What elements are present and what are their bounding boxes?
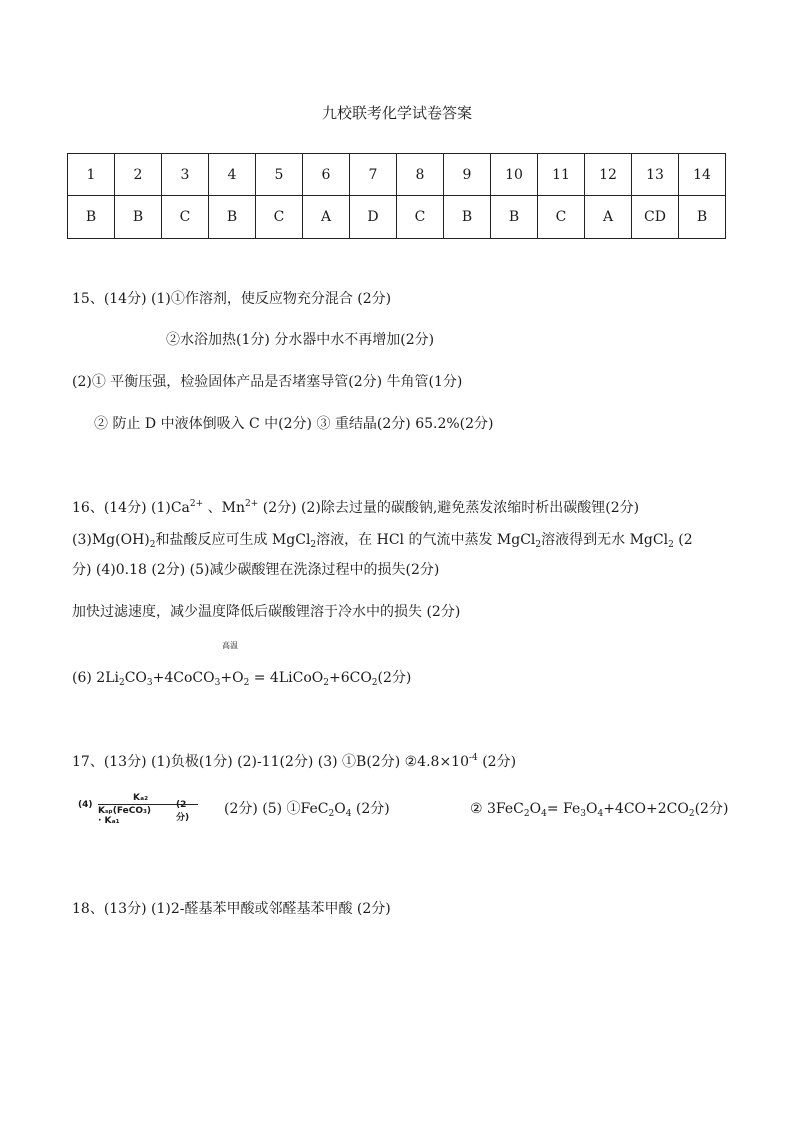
question-number-cell: 12 [585, 154, 632, 196]
question-number-cell: 5 [256, 154, 303, 196]
page-title: 九校联考化学试卷答案 [321, 104, 472, 122]
answer-cell: A [303, 196, 350, 239]
question-number-cell: 7 [350, 154, 397, 196]
answer-cell: C [162, 196, 209, 239]
question-number-cell: 11 [538, 154, 585, 196]
fraction-denominator: Kₛₚ(FeCO₃) · Kₐ₁ [98, 806, 152, 826]
answer-cell: D [350, 196, 397, 239]
q18-line-1: 18、(13分) (1)2-醛基苯甲酸或邻醛基苯甲酸 (2分) [72, 901, 391, 917]
answer-cell: CD [632, 196, 679, 239]
answer-cell: B [444, 196, 491, 239]
question-number-cell: 8 [397, 154, 444, 196]
fraction-score: (2分) [176, 800, 190, 823]
q15-line-3: (2)① 平衡压强，检验固体产品是否堵塞导管(2分) 牛角管(1分) [72, 374, 463, 390]
answer-cell: B [491, 196, 538, 239]
answer-table-header-row [68, 154, 726, 196]
question-number-cell: 14 [679, 154, 726, 196]
question-number-cell: 6 [303, 154, 350, 196]
q15-line-1: 15、(14分) (1)①作溶剂，使反应物充分混合 (2分) [72, 291, 392, 307]
q16-line-2: $(3)Mg(OH)_2$和盐酸反应可生成 MgCl$_2$溶液，在 HCl 的气流中蒸发 MgCl$_2$溶液得到无水 MgCl$_2$ (2 [72, 532, 693, 550]
answer-cell: B [209, 196, 256, 239]
q16-line-4: 加快过滤速度，减少温度降低后碳酸锂溶于冷水中的损失 (2分) [72, 604, 461, 620]
answer-cell: C [397, 196, 444, 239]
q16-line-3: 分) (4)0.18 (2分) (5)减少碳酸锂在洗涤过程中的损失(2分) [72, 562, 440, 578]
q17-line-2: (2分) (5) $①FeC_2O_4$ (2分) [224, 801, 390, 819]
question-number-cell: 3 [162, 154, 209, 196]
q15-line-2: ②水浴加热(1分) 分水器中水不再增加(2分) [166, 332, 435, 348]
answer-cell: C [256, 196, 303, 239]
question-number-cell: 1 [68, 154, 115, 196]
question-number-cell: 4 [209, 154, 256, 196]
q15-line-4: ② 防止 D 中液体倒吸入 C 中(2分) ③ 重结晶(2分) 65.2%(2分) [94, 416, 494, 432]
answer-table-answer-row [68, 196, 726, 239]
q16-line-5: (6) $2Li_2CO_3+4CoCO_3+O_2$ = $4LiCoO_2+6CO_2(2$分) [72, 670, 412, 688]
question-number-cell: 10 [491, 154, 538, 196]
reaction-condition-label: 高温 [222, 641, 238, 650]
q17-line-2-equation: ② $3FeC_2O_4= Fe_3O_4+4CO+2CO_2(2$分) [470, 801, 729, 819]
answer-cell: A [585, 196, 632, 239]
answer-table [67, 153, 726, 239]
question-number-cell: 2 [115, 154, 162, 196]
question-number-cell: 13 [632, 154, 679, 196]
answer-cell: B [679, 196, 726, 239]
fraction-numerator: Kₐ₂ [133, 793, 149, 803]
answer-cell: B [115, 196, 162, 239]
fraction-prefix: (4) [78, 800, 93, 810]
q17-line-1: 17、(13分) (1)负极(1分) (2)-11(2分) (3) ①B(2分) $②4.8\times 10^{-4}$ (2分) [72, 753, 517, 770]
answer-cell: C [538, 196, 585, 239]
q16-line-1: 16、(14分) $(1)Ca^{2+}$ 、$Mn^{2+}$ (2分) (2)除去过量的碳酸钠,避免蒸发浓缩时析出碳酸锂(2分) [72, 499, 640, 516]
question-number-cell: 9 [444, 154, 491, 196]
answer-cell: B [68, 196, 115, 239]
